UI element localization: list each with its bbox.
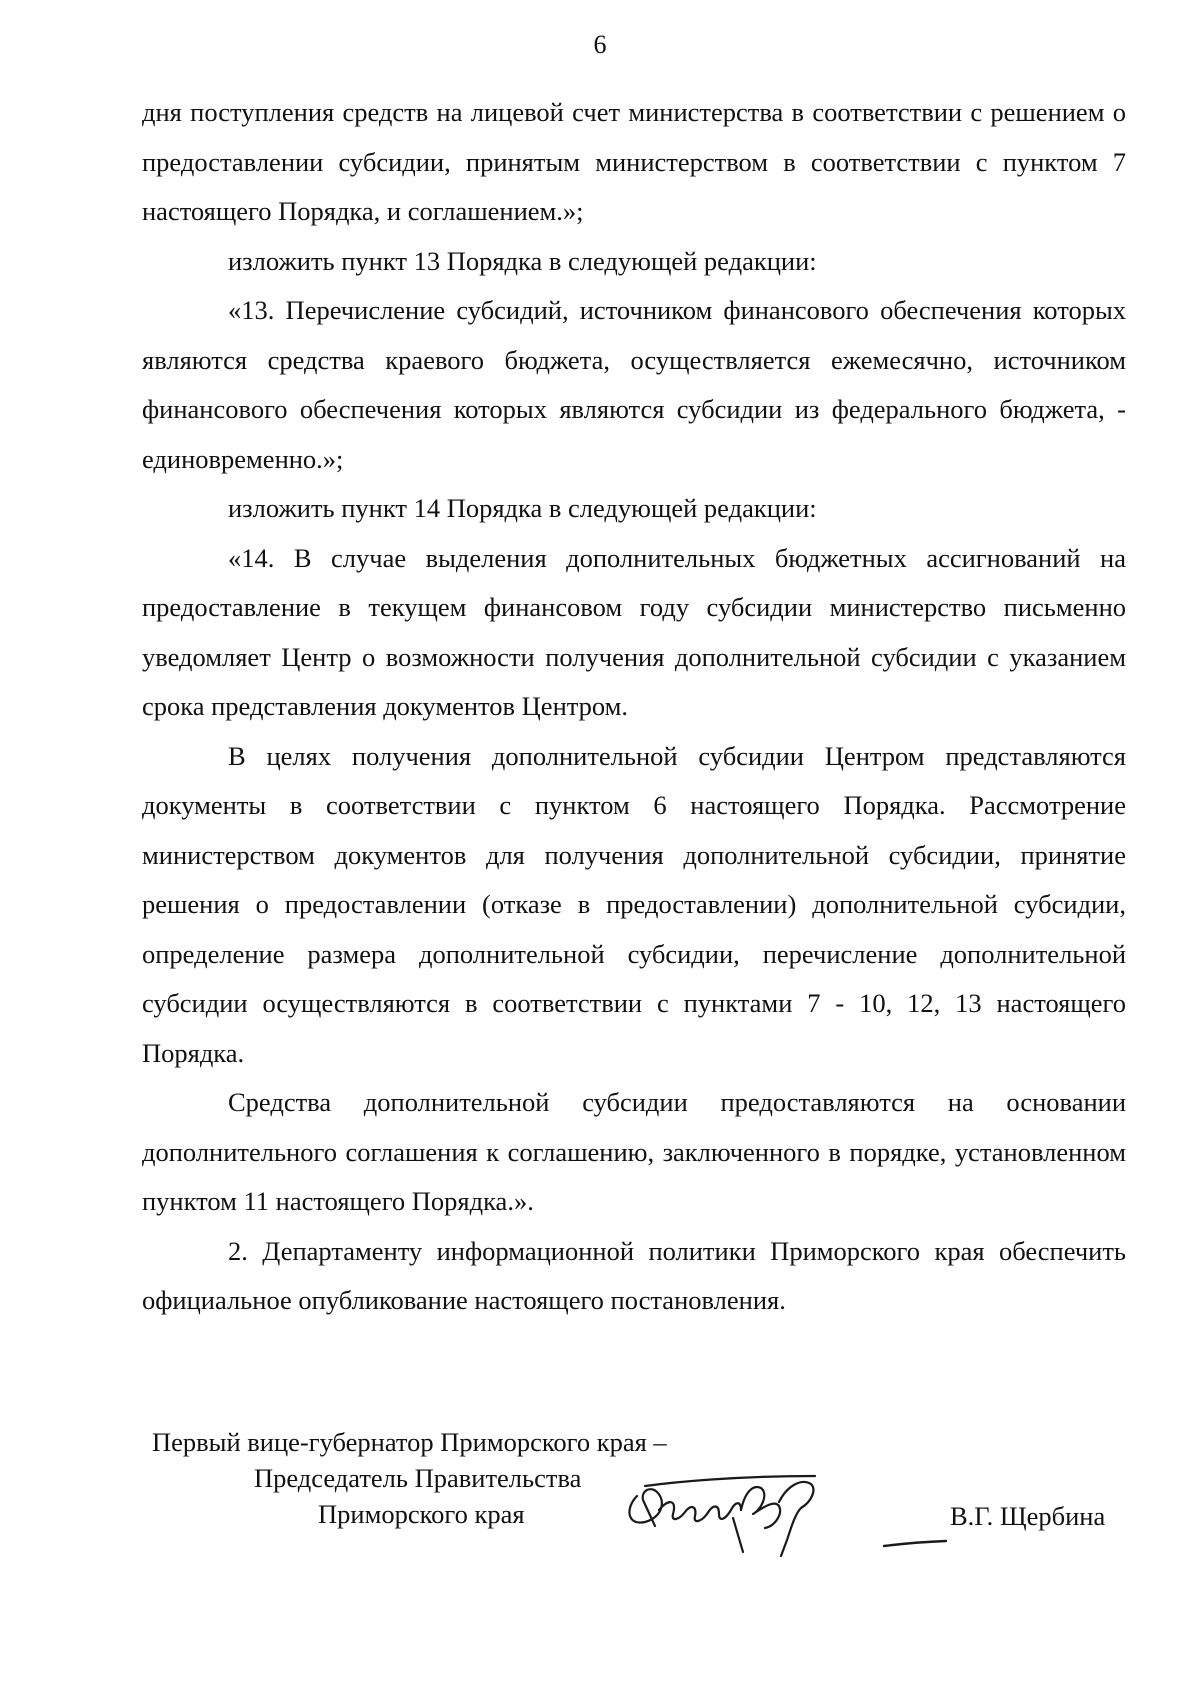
page-number: 6 bbox=[593, 30, 607, 59]
signatory-position-line-1: Первый вице-губернатор Приморского края – bbox=[152, 1427, 667, 1457]
handwritten-signature bbox=[615, 1456, 835, 1566]
paragraph-additional-agreement: Средства дополнительной субсидии предоставляются на основании дополнительного соглашения к соглашению, заключенного в порядке, установленном пунктом 11 настоящего Порядка.». bbox=[142, 1087, 1126, 1216]
paragraph-point-14: «14. В случае выделения дополнительных бюджетных ассигнований на предоставление в текущем финансовом году субсидии министерство письменно уведомляет Центр о возможности получения дополнительной субсидии с указанием срока представления документов Центром. bbox=[142, 542, 1126, 721]
paragraph-publication: 2. Департаменту информационной политики Приморского края обеспечить официальное опубликование настоящего постановления. bbox=[142, 1235, 1126, 1315]
signatory-position-line-3: Приморского края bbox=[318, 1499, 525, 1529]
signatory-name: В.Г. Щербина bbox=[950, 1501, 1106, 1531]
paragraph-additional-documents: В целях получения дополнительной субсидии Центром представляются документы в соответствии с пунктом 6 настоящего Порядка. Рассмотрение министерством документов для получения дополнительной субсидии, принятие решения о предоставлении (отказе в предоставлении) дополнительной субсидии, определение размера дополнительной субсидии, перечисление дополнительной субсидии осуществляются в соответствии с пунктами 7 - 10, 12, 13 настоящего Порядка. bbox=[142, 740, 1126, 1068]
document-body bbox=[142, 88, 1126, 1326]
paragraph-amend-13: изложить пункт 13 Порядка в следующей редакции: bbox=[228, 245, 817, 276]
paragraph-point-13: «13. Перечисление субсидий, источником финансового обеспечения которых являются средства краевого бюджета, осуществляется ежемесячно, источником финансового обеспечения которых являются субсидии из федерального бюджета, - единовременно.»; bbox=[142, 295, 1126, 474]
paragraph-continuation: дня поступления средств на лицевой счет министерства в соответствии с решением о предоставлении субсидии, принятым министерством в соответствии с пунктом 7 настоящего Порядка, и соглашением.»; bbox=[142, 97, 1126, 226]
signature-block bbox=[0, 1426, 1200, 1606]
signature-dash bbox=[880, 1532, 950, 1552]
paragraph-amend-14: изложить пункт 14 Порядка в следующей редакции: bbox=[228, 493, 817, 523]
signatory-position-line-2: Председатель Правительства bbox=[254, 1463, 582, 1493]
